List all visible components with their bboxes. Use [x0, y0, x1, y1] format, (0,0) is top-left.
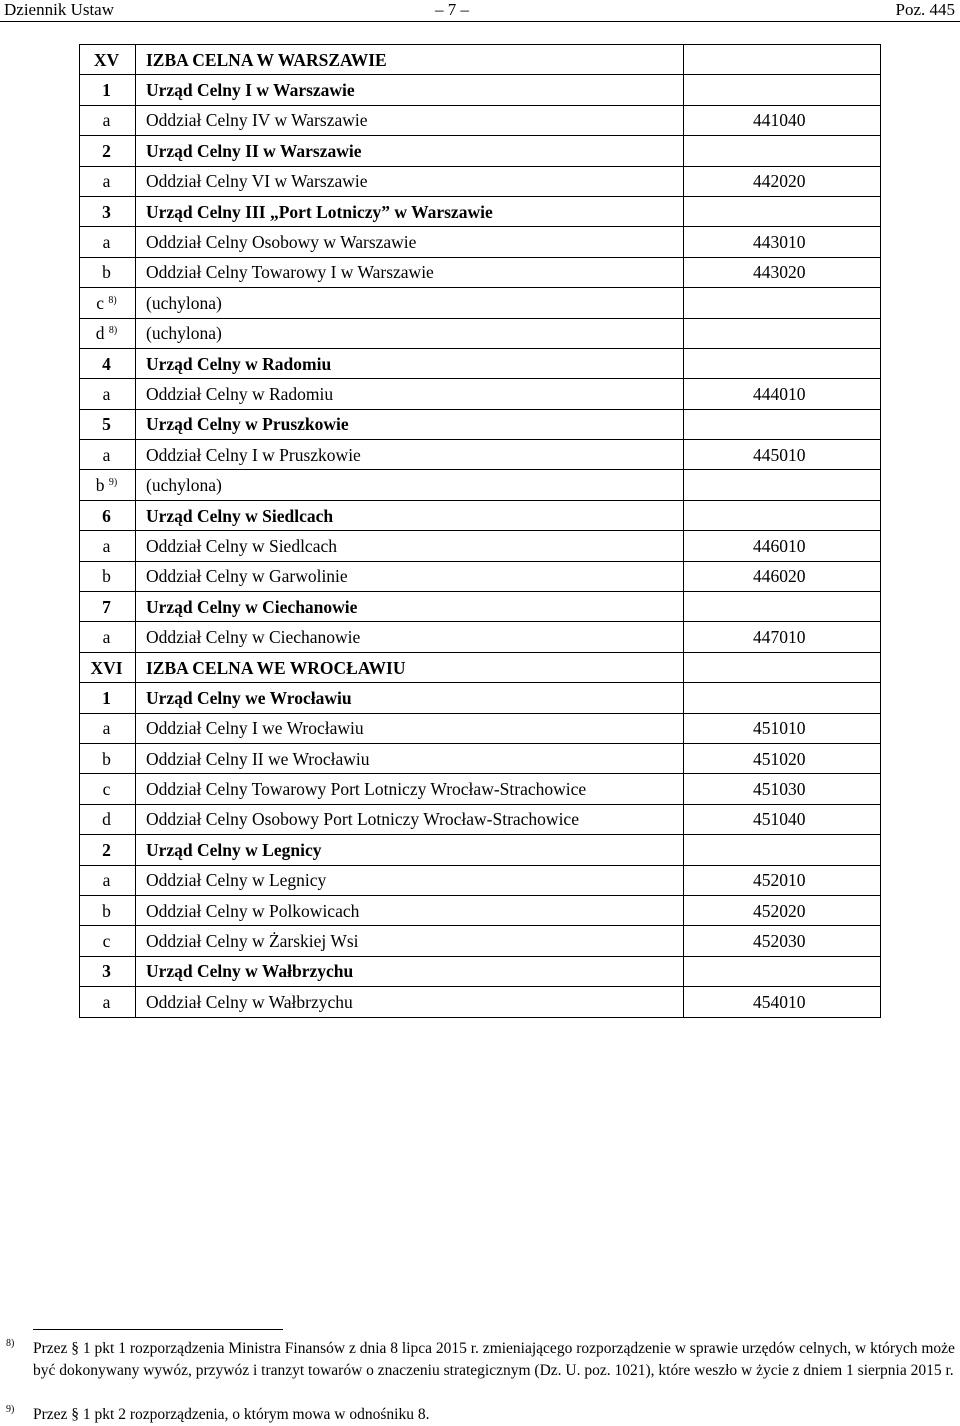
- row-id-text: c: [102, 779, 111, 800]
- unit-code: 451030: [684, 774, 881, 804]
- table-row: [80, 926, 881, 956]
- unit-name: Urząd Celny w Radomiu: [136, 348, 684, 378]
- unit-name: Oddział Celny Towarowy I w Warszawie: [136, 257, 684, 287]
- row-id: [80, 956, 136, 986]
- table-row: [80, 774, 881, 804]
- row-id: [80, 105, 136, 135]
- row-id-text: 1: [102, 80, 111, 101]
- row-id-text: a: [102, 991, 111, 1012]
- row-id: [80, 895, 136, 925]
- row-id: [80, 592, 136, 622]
- footnote-ref: 8): [108, 325, 118, 337]
- row-id-text: 2: [102, 140, 111, 161]
- unit-name: Oddział Celny w Polkowicach: [136, 895, 684, 925]
- unit-name: Oddział Celny Osobowy w Warszawie: [136, 227, 684, 257]
- unit-name: Urząd Celny we Wrocławiu: [136, 683, 684, 713]
- table-row: [80, 409, 881, 439]
- unit-name: Oddział Celny I we Wrocławiu: [136, 713, 684, 743]
- unit-code: 445010: [684, 440, 881, 470]
- unit-name: Urząd Celny w Ciechanowie: [136, 592, 684, 622]
- footnote-mark: 8): [6, 1338, 15, 1349]
- row-id: [80, 531, 136, 561]
- footnote-text: Przez § 1 pkt 1 rozporządzenia Ministra Finansów z dnia 8 lipca 2015 r. zmieniającego rozporządzenie w sprawie urzędów celnych, w których może być dokonywany wywóz, przywóz i tranzyt towarów o znaczeniu strategicznym (Dz. U. poz. 1021), które weszło w życie z dniem 1 sierpnia 2015 r.: [33, 1340, 955, 1379]
- row-id-text: d: [95, 323, 105, 344]
- footnote-9: [6, 1404, 955, 1426]
- unit-code: 441040: [684, 105, 881, 135]
- unit-code: [684, 318, 881, 348]
- unit-name: IZBA CELNA WE WROCŁAWIU: [136, 652, 684, 682]
- table-row: [80, 500, 881, 530]
- row-id: [80, 136, 136, 166]
- row-id-text: a: [102, 383, 111, 404]
- row-id-text: XVI: [90, 657, 123, 678]
- row-id: [80, 227, 136, 257]
- table-row: [80, 257, 881, 287]
- footnote-text: Przez § 1 pkt 2 rozporządzenia, o którym mowa w odnośniku 8.: [33, 1406, 430, 1423]
- row-id-text: 6: [102, 505, 111, 526]
- row-id-text: 2: [102, 839, 111, 860]
- page-number: – 7 –: [435, 0, 469, 19]
- table-row: [80, 227, 881, 257]
- row-id: [80, 288, 136, 318]
- table-row: [80, 561, 881, 591]
- row-id: [80, 835, 136, 865]
- table-row: [80, 895, 881, 925]
- unit-name: Oddział Celny w Siedlcach: [136, 531, 684, 561]
- unit-name: Oddział Celny w Ciechanowie: [136, 622, 684, 652]
- table-row: [80, 45, 881, 75]
- unit-name: (uchylona): [136, 470, 684, 500]
- table-row: [80, 348, 881, 378]
- table-row: [80, 75, 881, 105]
- customs-units-table: [79, 44, 881, 1018]
- table-row: [80, 683, 881, 713]
- row-id: [80, 409, 136, 439]
- row-id-text: a: [102, 171, 111, 192]
- footnote-separator: [33, 1329, 283, 1330]
- row-id: [80, 166, 136, 196]
- footnote-ref: 8): [108, 294, 117, 306]
- unit-name: Urząd Celny w Pruszkowie: [136, 409, 684, 439]
- unit-code: [684, 683, 881, 713]
- table-row: [80, 804, 881, 834]
- row-id-text: a: [102, 535, 111, 556]
- row-id: [80, 318, 136, 348]
- unit-code: 451020: [684, 743, 881, 773]
- row-id-text: d: [102, 809, 111, 830]
- row-id-text: c: [102, 931, 111, 952]
- row-id: [80, 75, 136, 105]
- unit-code: [684, 348, 881, 378]
- footnote-8: [6, 1338, 955, 1381]
- unit-code: [684, 500, 881, 530]
- header-rule: [0, 21, 960, 22]
- row-id-text: b: [102, 748, 111, 769]
- row-id: [80, 926, 136, 956]
- row-id-text: a: [102, 627, 111, 648]
- unit-code: 452010: [684, 865, 881, 895]
- table-row: [80, 105, 881, 135]
- row-id: [80, 743, 136, 773]
- unit-code: [684, 956, 881, 986]
- row-id-text: 7: [102, 596, 111, 617]
- row-id-text: a: [102, 870, 111, 891]
- row-id-text: b: [102, 262, 111, 283]
- table-row: [80, 865, 881, 895]
- table-row: [80, 622, 881, 652]
- row-id-text: a: [102, 718, 111, 739]
- unit-code: 443020: [684, 257, 881, 287]
- unit-code: [684, 288, 881, 318]
- unit-code: 452020: [684, 895, 881, 925]
- table-row: [80, 318, 881, 348]
- row-id: [80, 561, 136, 591]
- row-id: [80, 987, 136, 1017]
- unit-code: 451040: [684, 804, 881, 834]
- unit-name: Urząd Celny w Legnicy: [136, 835, 684, 865]
- row-id-text: 3: [102, 961, 111, 982]
- row-id-text: 4: [102, 353, 111, 374]
- unit-name: Urząd Celny w Siedlcach: [136, 500, 684, 530]
- unit-code: 443010: [684, 227, 881, 257]
- unit-name: Oddział Celny w Garwolinie: [136, 561, 684, 591]
- row-id-text: b: [95, 475, 105, 496]
- unit-name: Oddział Celny I w Pruszkowie: [136, 440, 684, 470]
- row-id: [80, 348, 136, 378]
- row-id-text: 3: [102, 201, 111, 222]
- unit-name: Oddział Celny w Żarskiej Wsi: [136, 926, 684, 956]
- footnote-mark: 9): [6, 1404, 15, 1415]
- row-id: [80, 683, 136, 713]
- unit-name: (uchylona): [136, 318, 684, 348]
- unit-code: 454010: [684, 987, 881, 1017]
- page-header: [0, 0, 960, 22]
- row-id: [80, 500, 136, 530]
- unit-code: [684, 409, 881, 439]
- unit-code: 446020: [684, 561, 881, 591]
- unit-code: 452030: [684, 926, 881, 956]
- unit-code: 442020: [684, 166, 881, 196]
- row-id-text: b: [102, 566, 111, 587]
- table-row: [80, 166, 881, 196]
- unit-name: (uchylona): [136, 288, 684, 318]
- row-id: [80, 804, 136, 834]
- unit-code: [684, 652, 881, 682]
- unit-code: [684, 136, 881, 166]
- unit-name: Urząd Celny w Wałbrzychu: [136, 956, 684, 986]
- unit-code: [684, 592, 881, 622]
- unit-name: Oddział Celny IV w Warszawie: [136, 105, 684, 135]
- row-id: [80, 774, 136, 804]
- row-id: [80, 622, 136, 652]
- unit-name: Oddział Celny w Wałbrzychu: [136, 987, 684, 1017]
- table-row: [80, 743, 881, 773]
- row-id-text: a: [102, 110, 111, 131]
- unit-code: 447010: [684, 622, 881, 652]
- row-id: [80, 379, 136, 409]
- unit-code: [684, 835, 881, 865]
- row-id: [80, 196, 136, 226]
- table-row: [80, 956, 881, 986]
- unit-code: [684, 196, 881, 226]
- unit-name: Oddział Celny VI w Warszawie: [136, 166, 684, 196]
- journal-title: Dziennik Ustaw: [4, 0, 115, 19]
- unit-code: 446010: [684, 531, 881, 561]
- row-id-text: a: [102, 444, 111, 465]
- table-row: [80, 440, 881, 470]
- unit-name: Oddział Celny w Legnicy: [136, 865, 684, 895]
- table-row: [80, 470, 881, 500]
- row-id: [80, 45, 136, 75]
- unit-name: Urząd Celny III „Port Lotniczy” w Warszawie: [136, 196, 684, 226]
- unit-code: [684, 470, 881, 500]
- row-id-text: XV: [93, 49, 120, 70]
- unit-code: 444010: [684, 379, 881, 409]
- unit-code: [684, 75, 881, 105]
- table-row: [80, 652, 881, 682]
- row-id: [80, 470, 136, 500]
- unit-name: Urząd Celny II w Warszawie: [136, 136, 684, 166]
- row-id: [80, 257, 136, 287]
- unit-name: IZBA CELNA W WARSZAWIE: [136, 45, 684, 75]
- row-id-text: c: [96, 292, 105, 313]
- table-row: [80, 196, 881, 226]
- unit-code: [684, 45, 881, 75]
- unit-name: Oddział Celny w Radomiu: [136, 379, 684, 409]
- row-id-text: 5: [102, 414, 111, 435]
- table-row: [80, 136, 881, 166]
- unit-name: Oddział Celny Towarowy Port Lotniczy Wrocław-Strachowice: [136, 774, 684, 804]
- row-id-text: a: [102, 232, 111, 253]
- table-row: [80, 713, 881, 743]
- row-id: [80, 713, 136, 743]
- row-id-text: 1: [102, 687, 111, 708]
- unit-name: Urząd Celny I w Warszawie: [136, 75, 684, 105]
- table-row: [80, 531, 881, 561]
- unit-code: 451010: [684, 713, 881, 743]
- table-row: [80, 592, 881, 622]
- row-id-text: b: [102, 900, 111, 921]
- unit-name: Oddział Celny Osobowy Port Lotniczy Wrocław-Strachowice: [136, 804, 684, 834]
- row-id: [80, 652, 136, 682]
- row-id: [80, 440, 136, 470]
- position-number: Poz. 445: [895, 0, 955, 19]
- unit-name: Oddział Celny II we Wrocławiu: [136, 743, 684, 773]
- footnote-ref: 9): [108, 477, 118, 489]
- table-row: [80, 288, 881, 318]
- table-row: [80, 835, 881, 865]
- row-id: [80, 865, 136, 895]
- table-row: [80, 379, 881, 409]
- table-row: [80, 987, 881, 1017]
